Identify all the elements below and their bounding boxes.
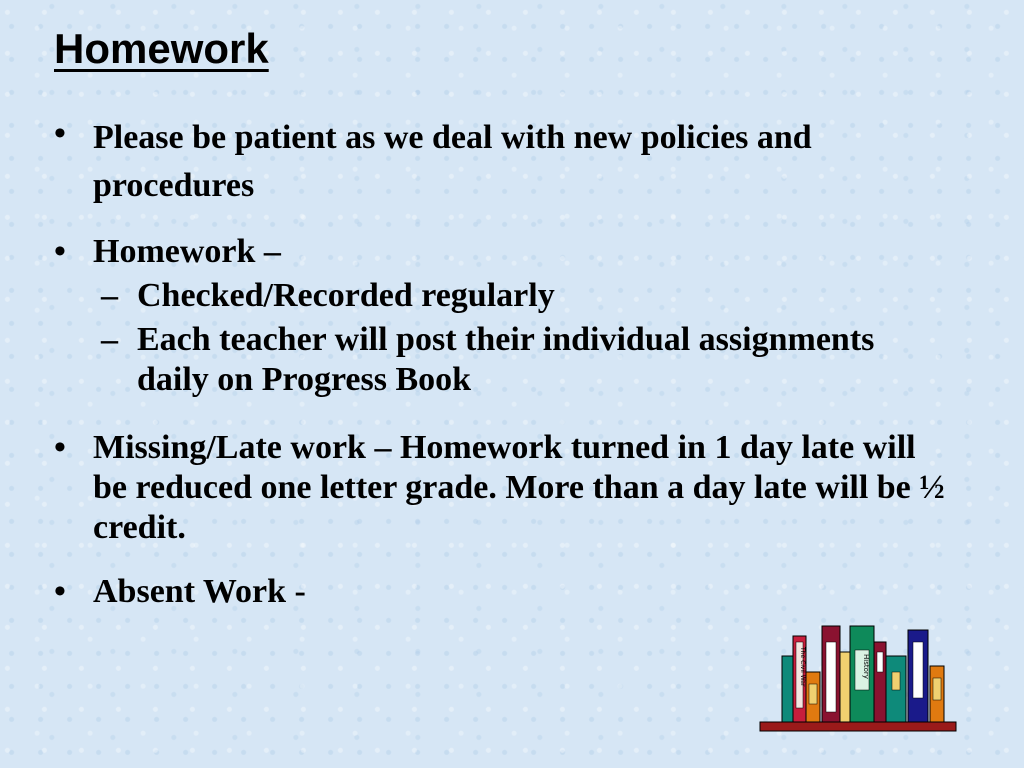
bullet-text: Please be patient as we deal with new policies and procedures [93, 119, 812, 204]
dash-marker: – [101, 277, 118, 314]
bullet-item-patience [50, 114, 950, 210]
slide-title: Homework [54, 25, 269, 72]
bookshelf-icon [758, 622, 958, 734]
bullet-list [50, 114, 950, 636]
sub-bullet-text: Each teacher will post their individual assignments daily on Progress Book [137, 321, 875, 398]
bullet-text: Missing/Late work – Homework turned in 1 day late will be reduced one letter grade. More than a day late will be ½ credit. [93, 429, 945, 546]
bullet-item-missing-late [50, 428, 950, 548]
bullet-marker: • [54, 429, 66, 466]
sub-bullet-item-checked [93, 276, 950, 316]
spine-label-history: History [862, 654, 870, 679]
dash-marker: – [101, 321, 118, 358]
bullet-item-absent [50, 572, 950, 612]
spine-label-civil-war: The Civil War [799, 647, 806, 687]
book-spine [840, 652, 850, 722]
sub-bullet-item-teacher-post [93, 320, 950, 400]
shelf-board [760, 722, 956, 731]
sub-bullet-text: Checked/Recorded regularly [137, 277, 555, 314]
bullet-text: Absent Work - [93, 573, 306, 610]
sub-bullet-list [93, 276, 950, 400]
bullet-item-homework [50, 232, 950, 400]
bullet-marker: • [54, 115, 66, 152]
bullet-text: Homework – [93, 233, 281, 270]
book-spine [782, 656, 793, 722]
bullet-marker: • [54, 573, 66, 610]
bullet-marker: • [54, 233, 66, 270]
